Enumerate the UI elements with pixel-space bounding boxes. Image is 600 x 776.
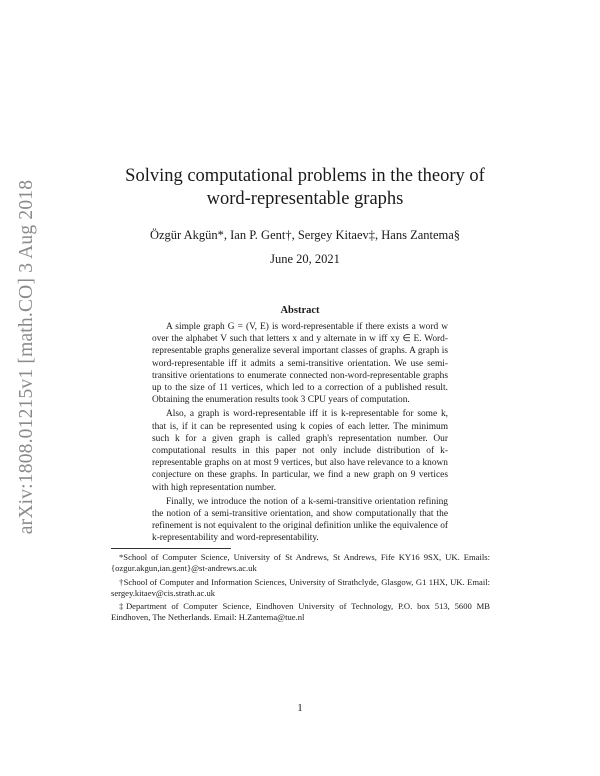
- paper-date: June 20, 2021: [270, 252, 340, 266]
- abstract-heading: Abstract: [280, 305, 320, 316]
- abstract-paragraph-3: Finally, we introduce the notion of a k-semi-transitive orientation refining the notion of a semi-transitive orientation, and show computationally that the refinement is not equivalent to the original definition unlike the equivalence of k-representability and word-representability.: [152, 496, 448, 544]
- abstract-paragraph-1: A simple graph G = (V, E) is word-representable if there exists a word w over the alphabet V such that letters x and y alternate in w iff xy ∈ E. Word-representable graphs generalize several important classes of graphs. A graph is word-representable iff it admits a semi-transitive orientation. We use semi-transitive orientations to enumerate connected non-word-representable graphs up to the size of 11 vertices, which led to a correction of a published result. Obtaining the enumeration results took 3 CPU years of computation.: [152, 322, 448, 406]
- arxiv-identifier: arXiv:1808.01215v1 [math.CO] 3 Aug 2018: [16, 179, 37, 535]
- footnote-divider: [111, 548, 231, 549]
- arxiv-sidebar-stamp: [12, 132, 42, 582]
- title-line-1: Solving computational problems in the theory of: [125, 166, 485, 186]
- footnote-3: ‡Department of Computer Science, Eindhoven University of Technology, P.O. box 513, 5600 MB Eindhoven, The Netherlands. Email: H.Zantema@tue.nl: [111, 601, 490, 623]
- title-line-2: word-representable graphs: [206, 189, 404, 209]
- page-number: 1: [297, 702, 303, 714]
- abstract-body: [152, 321, 448, 547]
- footnote-1: *School of Computer Science, University of St Andrews, St Andrews, Fife KY16 9SX, UK. Emails: {ozgur.akgun,ian.gent}@st-andrews.ac.uk: [111, 552, 490, 574]
- paper-title: [95, 165, 515, 211]
- footnotes: [111, 552, 490, 626]
- author-list: Özgür Akgün*, Ian P. Gent†, Sergey Kitaev‡, Hans Zantema§: [149, 228, 461, 242]
- footnote-2: †School of Computer and Information Sciences, University of Strathclyde, Glasgow, G1 1HX, UK. Email: sergey.kitaev@cis.strath.ac.uk: [111, 576, 490, 598]
- abstract-paragraph-2: Also, a graph is word-representable iff it is k-representable for some k, that is, if it can be represented using k copies of each letter. The minimum such k for a given graph is called graph's representation number. Our computational results in this paper not only include distribution of k-representable graphs on at most 9 vertices, but also have relevance to a known conjecture on these graphs. In particular, we find a new graph on 9 vertices with high representation number.: [152, 409, 448, 493]
